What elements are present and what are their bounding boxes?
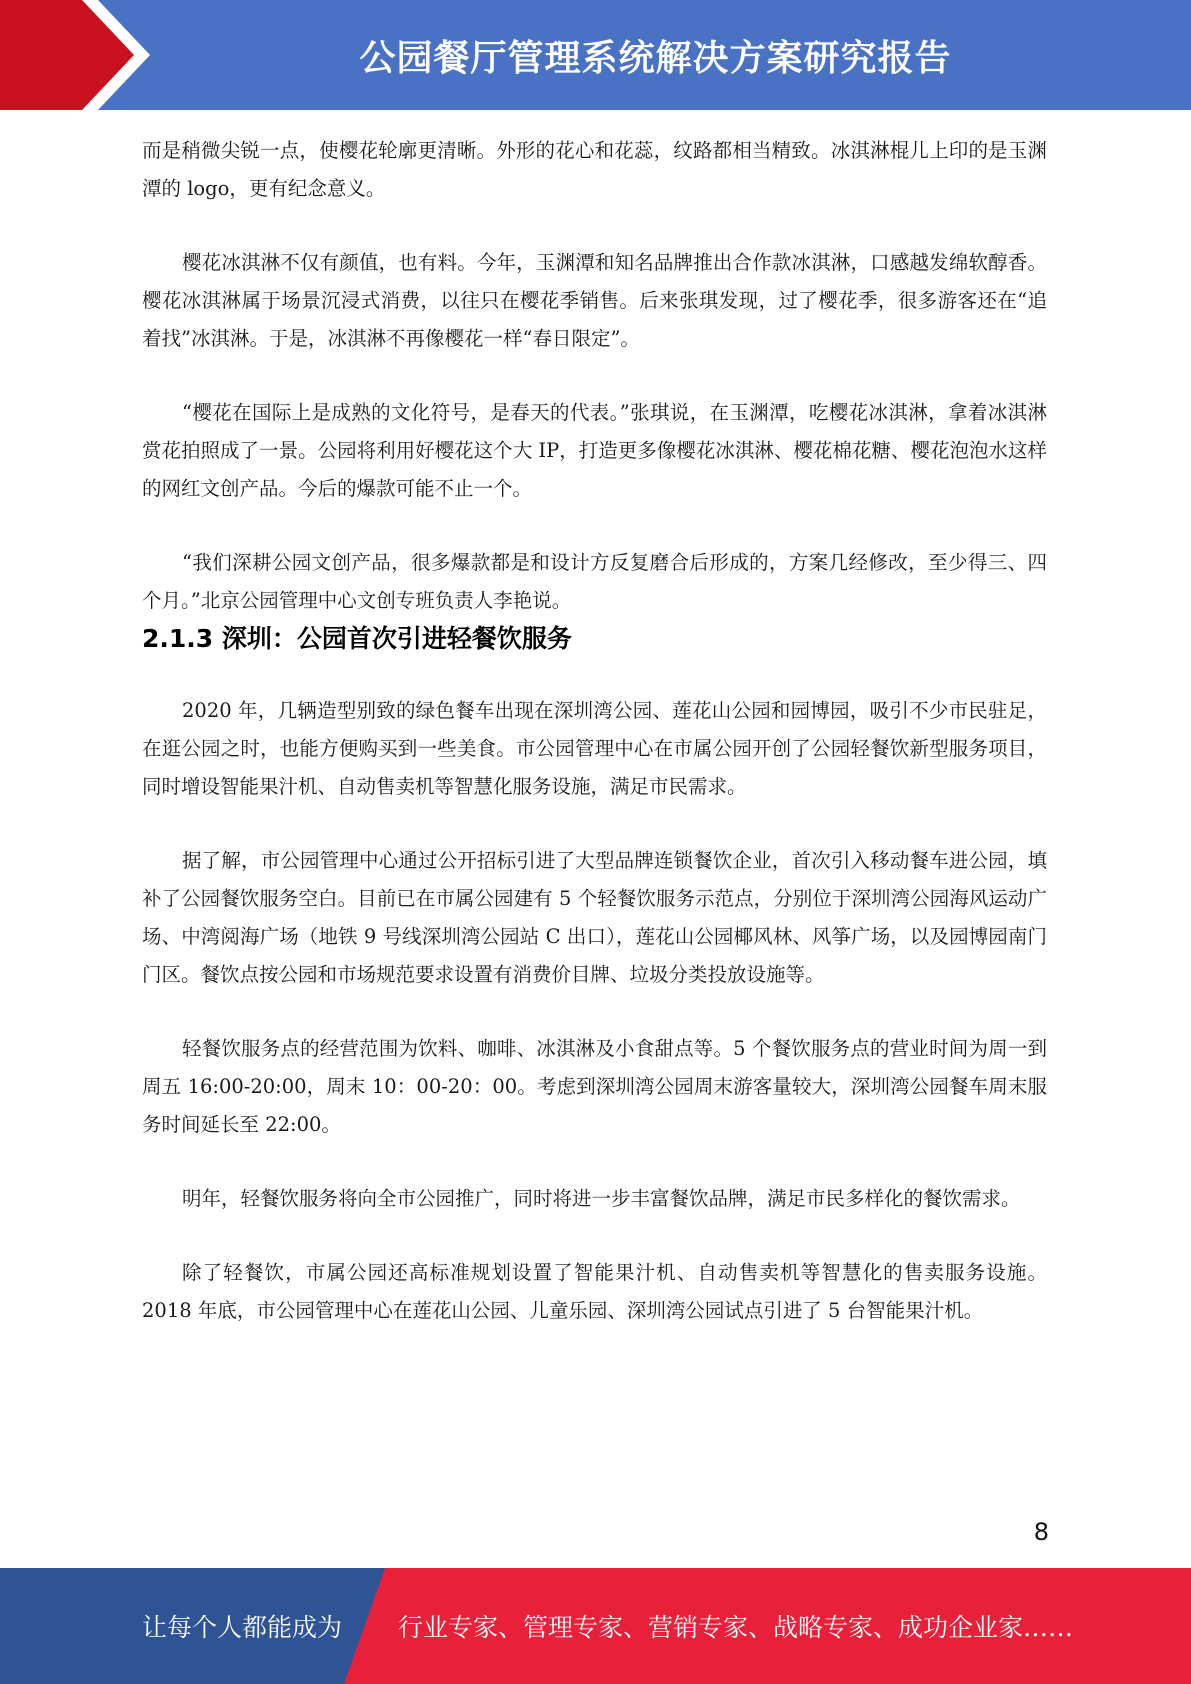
paragraph: 轻餐饮服务点的经营范围为饮料、咖啡、冰淇淋及小食甜点等。5 个餐饮服务点的营业时间为周一到周五 16:00-20:00，周末 10：00-20：00。考虑到深圳湾公园周末游客量较大，深圳湾公园餐车周末服务时间延长至 22:00。	[142, 1037, 1047, 1136]
header-arrow-icon	[0, 0, 160, 110]
header-title: 公园餐厅管理系统解决方案研究报告	[359, 37, 952, 79]
paragraph: 除了轻餐饮，市属公园还高标准规划设置了智能果汁机、自动售卖机等智慧化的售卖服务设施。2018 年底，市公园管理中心在莲花山公园、儿童乐园、深圳湾公园试点引进了 5 台智能果汁机。	[142, 1261, 1047, 1322]
header-banner	[0, 0, 1191, 110]
paragraph: 樱花冰淇淋不仅有颜值，也有料。今年，玉渊潭和知名品牌推出合作款冰淇淋，口感越发绵软醇香。樱花冰淇淋属于场景沉浸式消费，以往只在樱花季销售。后来张琪发现，过了樱花季，很多游客还在“追着找”冰淇淋。于是，冰淇淋不再像樱花一样“春日限定”。	[142, 251, 1047, 350]
paragraph: “我们深耕公园文创产品，很多爆款都是和设计方反复磨合后形成的，方案几经修改，至少得三、四个月。”北京公园管理中心文创专班负责人李艳说。	[142, 551, 1047, 612]
section-heading: 2.1.3 深圳：公园首次引进轻餐饮服务	[142, 624, 572, 653]
paragraph: 而是稍微尖锐一点，使樱花轮廓更清晰。外形的花心和花蕊，纹路都相当精致。冰淇淋棍儿上印的是玉渊潭的 logo，更有纪念意义。	[142, 139, 1047, 200]
paragraph: 据了解，市公园管理中心通过公开招标引进了大型品牌连锁餐饮企业，首次引入移动餐车进公园，填补了公园餐饮服务空白。目前已在市属公园建有 5 个轻餐饮服务示范点，分别位于深圳湾公园海风运动广场、中湾阅海广场（地铁 9 号线深圳湾公园站 C 出口），莲花山公园椰风林、风筝广场，以及园博园南门门区。餐饮点按公园和市场规范要求设置有消费价目牌、垃圾分类投放设施等。	[142, 849, 1047, 986]
page-number: 8	[1033, 1518, 1049, 1546]
footer-slogan-left: 让每个人都能成为	[142, 1613, 343, 1642]
footer-slogan-right: 行业专家、管理专家、营销专家、战略专家、成功企业家……	[398, 1613, 1074, 1642]
document-body	[142, 132, 1047, 1366]
footer-banner	[0, 1568, 1191, 1684]
paragraph: 2020 年，几辆造型别致的绿色餐车出现在深圳湾公园、莲花山公园和园博园，吸引不少市民驻足，在逛公园之时，也能方便购买到一些美食。市公园管理中心在市属公园开创了公园轻餐饮新型服务项目，同时增设智能果汁机、自动售卖机等智慧化服务设施，满足市民需求。	[142, 699, 1047, 798]
paragraph: “樱花在国际上是成熟的文化符号，是春天的代表。”张琪说，在玉渊潭，吃樱花冰淇淋，拿着冰淇淋赏花拍照成了一景。公园将利用好樱花这个大 IP，打造更多像樱花冰淇淋、樱花棉花糖、樱花泡泡水这样的网红文创产品。今后的爆款可能不止一个。	[142, 401, 1047, 500]
paragraph: 明年，轻餐饮服务将向全市公园推广，同时将进一步丰富餐饮品牌，满足市民多样化的餐饮需求。	[182, 1187, 1021, 1210]
